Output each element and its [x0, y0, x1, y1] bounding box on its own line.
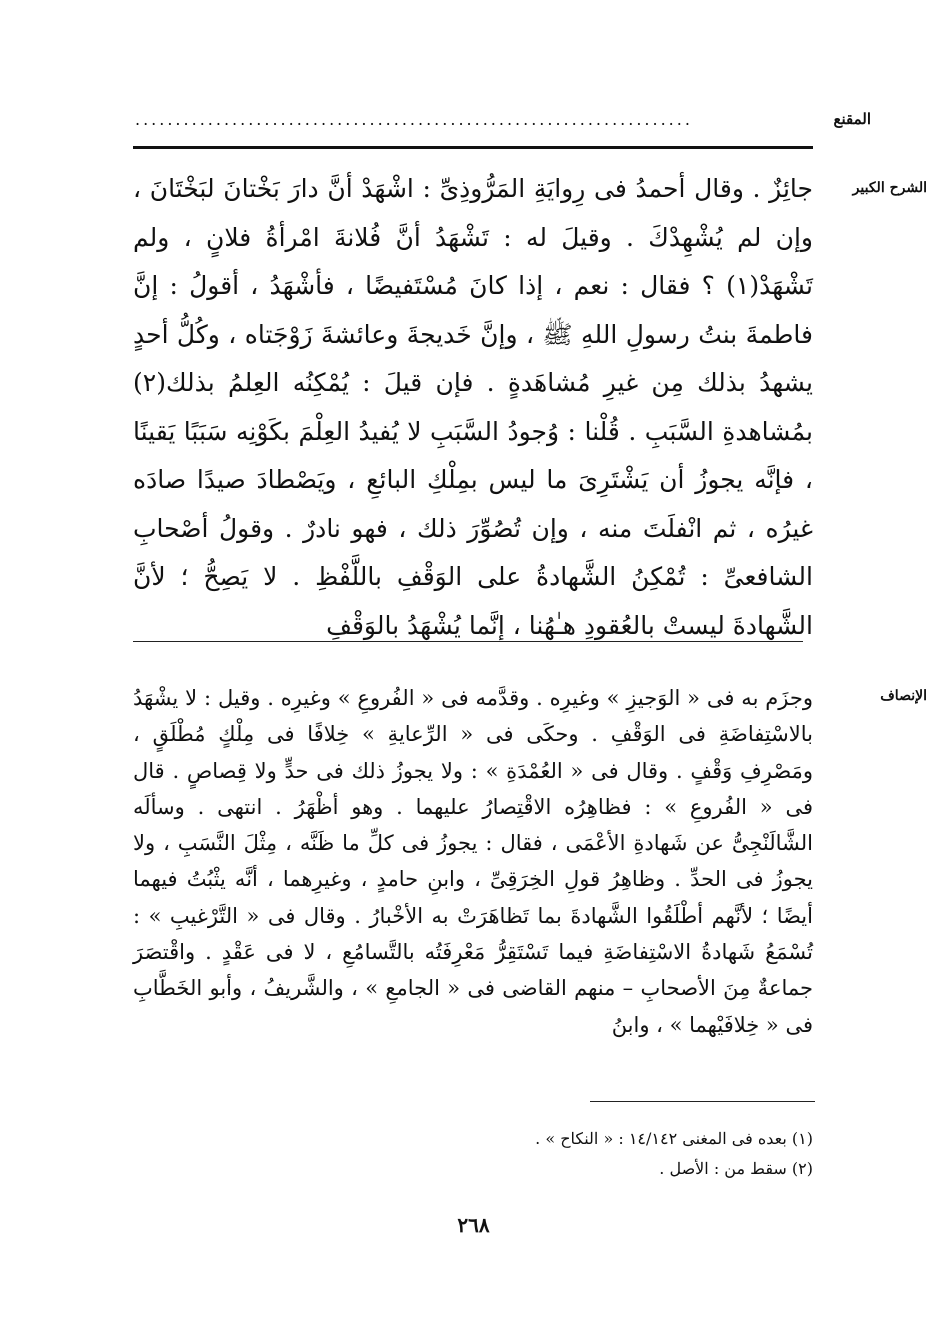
- footnotes: [133, 1124, 813, 1184]
- section-divider: [133, 641, 803, 642]
- insaf-paragraph: وجزَم به فى « الوَجيزِ » وغيرِه . وقدَّمه فى « الفُروعِ » وغيرِه . وقيل : لا يشْهَدُ بالاسْتِفاضَةِ فى الوَقْفِ . وحكَى فى « الرِّعايةِ » خِلافًا فى مِلْكٍ مُطْلَقٍ ، ومَصْرِفِ وَقْفٍ . وقال فى « العُمْدَةِ » : ولا يجوزُ ذلك فى حدٍّ ولا قِصاصٍ . قال فى « الفُروعِ » : فظاهِرُه الاقْتِصارُ عليهما . وهو أظْهَرُ . انتهى . وسألَه الشَّالَنْجِىُّ عن شَهادةِ الأعْمَى ، فقال : يجوزُ فى كلِّ ما ظَنَّه ، مِثْلَ النَّسَبِ ، ولا يجوزُ فى الحدِّ . وظاهِرُ قولِ الخِرَقِىِّ ، وابنِ حامدٍ ، وغيرِهما ، أنَّه يثْبُتُ فيهما أيضًا ؛ لأنَّهم أطْلَقُوا الشَّهادةَ بما تَظاهَرَتْ به الأخْبارُ . وقال فى « التَّرْغيبِ » : تُسْمَعُ شَهادةُ الاسْتِفاضَةِ فيما تَسْتَقِرُّ مَعْرِفَتُه بالتَّسامُعِ ، لا فى عَقْدٍ . واقْتصَرَ جماعةٌ مِنَ الأصحابِ – منهم القاضى فى « الجامعِ » ، والشَّريفُ ، وأبو الخَطَّابِ فى « خِلافَيْهما » ، وابنُ: [133, 686, 813, 1037]
- insaf-text-block: [133, 680, 813, 1043]
- header-rule: [133, 146, 813, 149]
- insaf-section-label: الإنصاف: [880, 688, 927, 704]
- header-dotted-leader: .....................................................................: [135, 110, 693, 129]
- page-number: ٢٦٨: [457, 1213, 490, 1237]
- footnote-1: (١) بعده فى المغنى ١٤/١٤٢ : « النكاح » .: [535, 1129, 813, 1148]
- running-title: المقنع: [833, 110, 871, 128]
- footnote-2: (٢) سقط من : الأصل .: [659, 1159, 813, 1178]
- sharh-section-label: الشرح الكبير: [852, 180, 927, 196]
- footnote-rule: [590, 1101, 815, 1102]
- sharh-paragraph: جائِزٌ . وقال أحمدُ فى رِوايَةِ المَرُّوذِىِّ : اشْهَدْ أنَّ دارَ بَخْتانَ لبَخْتَانَ ، وإن لم يُشْهِدْكَ . وقيلَ له : تَشْهَدُ أنَّ فُلانةَ امْرأةُ فلانٍ ، ولم تَشْهَدْ(١) ؟ فقال : نعم ، إذا كانَ مُسْتَفيضًا ، فأشْهَدُ ، أقولُ : إنَّ فاطمةَ بنتُ رسولِ اللهِ ﷺ ، وإنَّ خَديجةَ وعائشةَ زَوْجَتاه ، وكُلُّ أحدٍ يشهدُ بذلك مِن غيرِ مُشاهَدةٍ . فإن قيلَ : يُمْكِنُه العِلمُ بذلك(٢) بمُشاهدةِ السَّبَبِ . قُلْنا : وُجودُ السَّبَبِ لا يُفيدُ العِلْمَ بكَوْنِه سَبَبًا يَقينًا ، فإنَّه يجوزُ أن يَشْتَرِىَ ما ليس بمِلْكِ البائعِ ، ويَصْطادَ صيدًا صادَه غيرُه ، ثم انْفلَتَ منه ، وإن تُصُوِّرَ ذلك ، فهو نادرٌ . وقولُ أصْحابِ الشافعىِّ : تُمْكِنُ الشَّهادةُ على الوَقْفِ باللَّفْظِ . لا يَصِحُّ ؛ لأنَّ الشَّهادةَ ليستْ بالعُقودِ هـٰهُنا ، إنَّما يُشْهَدُ بالوَقْفِ: [133, 174, 813, 640]
- sharh-text-block: [133, 165, 813, 650]
